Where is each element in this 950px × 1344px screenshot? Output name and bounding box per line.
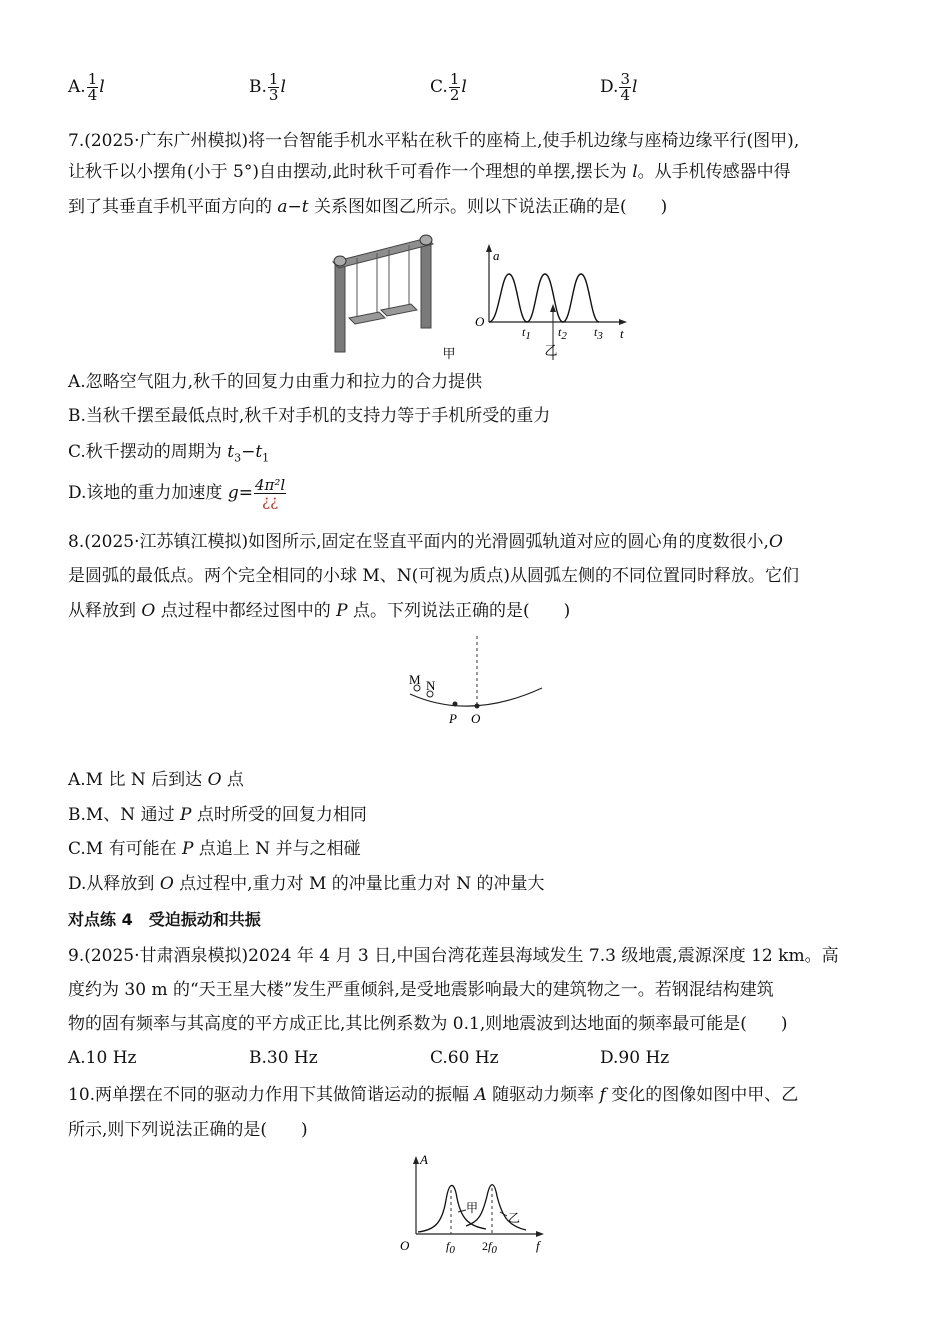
section-heading: 对点练 4 受迫振动和共振 bbox=[68, 910, 261, 929]
tick-t2-main: t bbox=[558, 325, 562, 339]
q7-option-c[interactable] bbox=[68, 441, 269, 469]
numerator: 1 bbox=[449, 70, 460, 88]
text: 点时所受的回复力相同 bbox=[191, 805, 367, 825]
q6-option-d[interactable] bbox=[600, 72, 637, 103]
q8-figure bbox=[400, 636, 550, 726]
q7-option-d[interactable] bbox=[68, 478, 287, 509]
equals: = bbox=[238, 483, 253, 503]
tick-2f0-main: f bbox=[488, 1239, 492, 1253]
q6-options bbox=[68, 72, 888, 112]
variable-a: a bbox=[277, 197, 288, 217]
tick-t2 bbox=[558, 325, 567, 342]
text: 。从手机传感器中得 bbox=[637, 162, 791, 182]
tick-f0-main: f bbox=[446, 1239, 450, 1253]
denominator: 3 bbox=[268, 86, 279, 104]
q8-option-d[interactable] bbox=[68, 873, 545, 895]
tick-t1-main: t bbox=[522, 325, 526, 339]
q10-stem-line-2: 所示,则下列说法正确的是( ) bbox=[68, 1120, 308, 1140]
tick-2f0-coef: 2 bbox=[482, 1239, 488, 1253]
q7-option-b[interactable]: B.当秋千摆至最低点时,秋千对手机的支持力等于手机所受的重力 bbox=[68, 406, 551, 426]
fraction bbox=[449, 72, 461, 103]
q8-option-c[interactable] bbox=[68, 838, 361, 860]
text: B.M、N 通过 bbox=[68, 805, 180, 825]
variable-l: l bbox=[99, 77, 105, 97]
q9-options bbox=[68, 1048, 888, 1088]
variable-l: l bbox=[632, 162, 638, 182]
label-n: N bbox=[426, 678, 436, 693]
point-p-icon bbox=[453, 702, 458, 707]
text: 关系图如图乙所示。则以下说法正确的是( ) bbox=[308, 197, 668, 217]
variable-o: O bbox=[207, 770, 222, 790]
q6-option-c[interactable] bbox=[430, 72, 467, 103]
figure-label-yi: 乙 bbox=[544, 343, 558, 358]
denominator: 4 bbox=[620, 86, 630, 104]
amplitude-axis-arrow-icon bbox=[413, 1156, 419, 1164]
text: A.M 比 N 后到达 bbox=[68, 770, 208, 790]
curve-label-jia: 甲 bbox=[466, 1201, 479, 1215]
tick-f0 bbox=[446, 1239, 455, 1256]
variable-t: t bbox=[301, 197, 309, 217]
q7-option-a[interactable]: A.忽略空气阻力,秋千的回复力由重力和拉力的合力提供 bbox=[68, 372, 483, 392]
variable-l: l bbox=[631, 77, 638, 97]
option-prefix: B. bbox=[249, 77, 267, 97]
a-t-curve bbox=[489, 274, 599, 322]
tick-2f0-sub: 0 bbox=[491, 1244, 497, 1256]
denominator: 2 bbox=[449, 86, 460, 104]
q8-stem-line-3 bbox=[68, 600, 570, 622]
variable-t: t bbox=[255, 442, 263, 462]
variable-o: O bbox=[141, 601, 156, 621]
variable-o: O bbox=[768, 532, 783, 552]
denominator: ¿¿ bbox=[262, 492, 279, 510]
fraction bbox=[87, 72, 99, 103]
tick-t1-sub: 1 bbox=[525, 330, 531, 342]
q8-option-b[interactable] bbox=[68, 804, 367, 826]
option-prefix: D. bbox=[600, 77, 619, 97]
q9-option-d[interactable]: D.90 Hz bbox=[600, 1048, 670, 1068]
fraction bbox=[268, 72, 280, 103]
f-axis-label: f bbox=[536, 1238, 540, 1253]
q7-stem-line-2 bbox=[68, 161, 791, 183]
a-axis-label: a bbox=[493, 248, 500, 263]
denominator: 4 bbox=[87, 86, 98, 104]
origin-label: O bbox=[400, 1238, 410, 1253]
q6-option-b[interactable] bbox=[249, 72, 286, 103]
text: 变化的图像如图中甲、乙 bbox=[605, 1085, 799, 1105]
text: 让秋千以小摆角(小于 5°)自由摆动,此时秋千可看作一个理想的单摆,摆长为 bbox=[68, 162, 633, 182]
text: 点 bbox=[221, 770, 244, 790]
tick-t3-sub: 3 bbox=[597, 330, 603, 342]
variable-l: l bbox=[280, 77, 286, 97]
text: 点过程中,重力对 M 的冲量比重力对 N 的冲量大 bbox=[173, 874, 545, 894]
q9-option-a[interactable]: A.10 Hz bbox=[68, 1048, 137, 1068]
variable-f: f bbox=[599, 1085, 606, 1105]
text: 到了其垂直手机平面方向的 bbox=[68, 197, 278, 217]
variable-p: P bbox=[182, 839, 194, 859]
fraction bbox=[619, 72, 631, 103]
q7-stem-line-1: 7.(2025·广东广州模拟)将一台智能手机水平粘在秋千的座椅上,使手机边缘与座椅边缘平行(图甲), bbox=[68, 131, 800, 151]
figure-label-jia: 甲 bbox=[442, 346, 456, 360]
q9-option-c[interactable]: C.60 Hz bbox=[430, 1048, 499, 1068]
q7-stem-line-3 bbox=[68, 196, 667, 218]
t-axis-arrow-icon bbox=[619, 319, 627, 325]
origin-label: O bbox=[475, 314, 485, 329]
q7-at-graph bbox=[473, 240, 633, 358]
variable-o: O bbox=[159, 874, 174, 894]
variable-l: l bbox=[461, 77, 467, 97]
jia-pointer bbox=[458, 1210, 466, 1212]
variable-g: g bbox=[227, 483, 239, 503]
minus: − bbox=[241, 442, 256, 462]
q9-stem-line-3: 物的固有频率与其高度的平方成正比,其比例系数为 0.1,则地震波到达地面的频率最可能是( ) bbox=[68, 1014, 788, 1034]
frequency-axis-arrow-icon bbox=[536, 1231, 544, 1237]
text: 从释放到 bbox=[68, 601, 142, 621]
a-axis-arrow-icon bbox=[486, 244, 492, 252]
variable-a: A bbox=[474, 1085, 487, 1105]
q8-stem-line-2: 是圆弧的最低点。两个完全相同的小球 M、N(可视为质点)从圆弧左侧的不同位置同时释放。它们 bbox=[68, 566, 799, 586]
label-p: P bbox=[449, 711, 457, 726]
q9-stem-line-2: 度约为 30 m 的“天王星大楼”发生严重倾斜,是受地震影响最大的建筑物之一。若钢混结构建筑 bbox=[68, 980, 774, 1000]
text: 8.(2025·江苏镇江模拟)如图所示,固定在竖直平面内的光滑圆弧轨道对应的圆心角的度数很小, bbox=[68, 532, 769, 552]
text: D.该地的重力加速度 bbox=[68, 483, 228, 503]
numerator: 3 bbox=[620, 70, 630, 88]
tick-t3 bbox=[594, 325, 603, 342]
subscript: 1 bbox=[262, 451, 270, 465]
option-prefix: A. bbox=[68, 77, 86, 97]
q9-option-b[interactable]: B.30 Hz bbox=[249, 1048, 318, 1068]
variable-t: t bbox=[227, 442, 235, 462]
dash: − bbox=[287, 197, 302, 217]
a-axis-label: A bbox=[420, 1152, 428, 1167]
text: C.秋千摆动的周期为 bbox=[68, 442, 228, 462]
text: 点过程中都经过图中的 bbox=[155, 601, 337, 621]
q8-stem-line-1 bbox=[68, 531, 783, 553]
text: D.从释放到 bbox=[68, 874, 160, 894]
point-o-icon bbox=[475, 704, 480, 709]
tick-t3-main: t bbox=[594, 325, 598, 339]
q6-option-a[interactable] bbox=[68, 72, 105, 103]
text: C.M 有可能在 bbox=[68, 839, 183, 859]
fraction bbox=[254, 478, 286, 509]
q8-option-a[interactable] bbox=[68, 769, 244, 791]
text: 点追上 N 并与之相碰 bbox=[193, 839, 361, 859]
text: 10.两单摆在不同的驱动力作用下其做简谐运动的振幅 bbox=[68, 1085, 475, 1105]
label-m: M bbox=[409, 672, 421, 687]
tick-f0-sub: 0 bbox=[449, 1244, 455, 1256]
variable-p: P bbox=[180, 805, 192, 825]
curve-label-yi: 乙 bbox=[508, 1211, 521, 1225]
q10-figure bbox=[396, 1150, 556, 1260]
swing-illustration bbox=[333, 235, 433, 352]
subscript: 3 bbox=[234, 451, 242, 465]
variable-p: P bbox=[336, 601, 348, 621]
tick-2f0 bbox=[482, 1239, 497, 1256]
q9-stem-line-1: 9.(2025·甘肃酒泉模拟)2024 年 4 月 3 日,中国台湾花莲县海域发生 7.3 级地震,震源深度 12 km。高 bbox=[68, 946, 839, 966]
text: 随驱动力频率 bbox=[486, 1085, 600, 1105]
q10-stem-line-1 bbox=[68, 1084, 798, 1106]
tick-t1 bbox=[522, 325, 531, 342]
numerator: 4π²l bbox=[254, 476, 286, 494]
t-axis-label: t bbox=[620, 326, 624, 341]
text: 点。下列说法正确的是( ) bbox=[347, 601, 571, 621]
option-prefix: C. bbox=[430, 77, 448, 97]
tick-t2-sub: 2 bbox=[561, 330, 567, 342]
numerator: 1 bbox=[87, 70, 98, 88]
numerator: 1 bbox=[268, 70, 279, 88]
label-o: O bbox=[471, 711, 481, 726]
